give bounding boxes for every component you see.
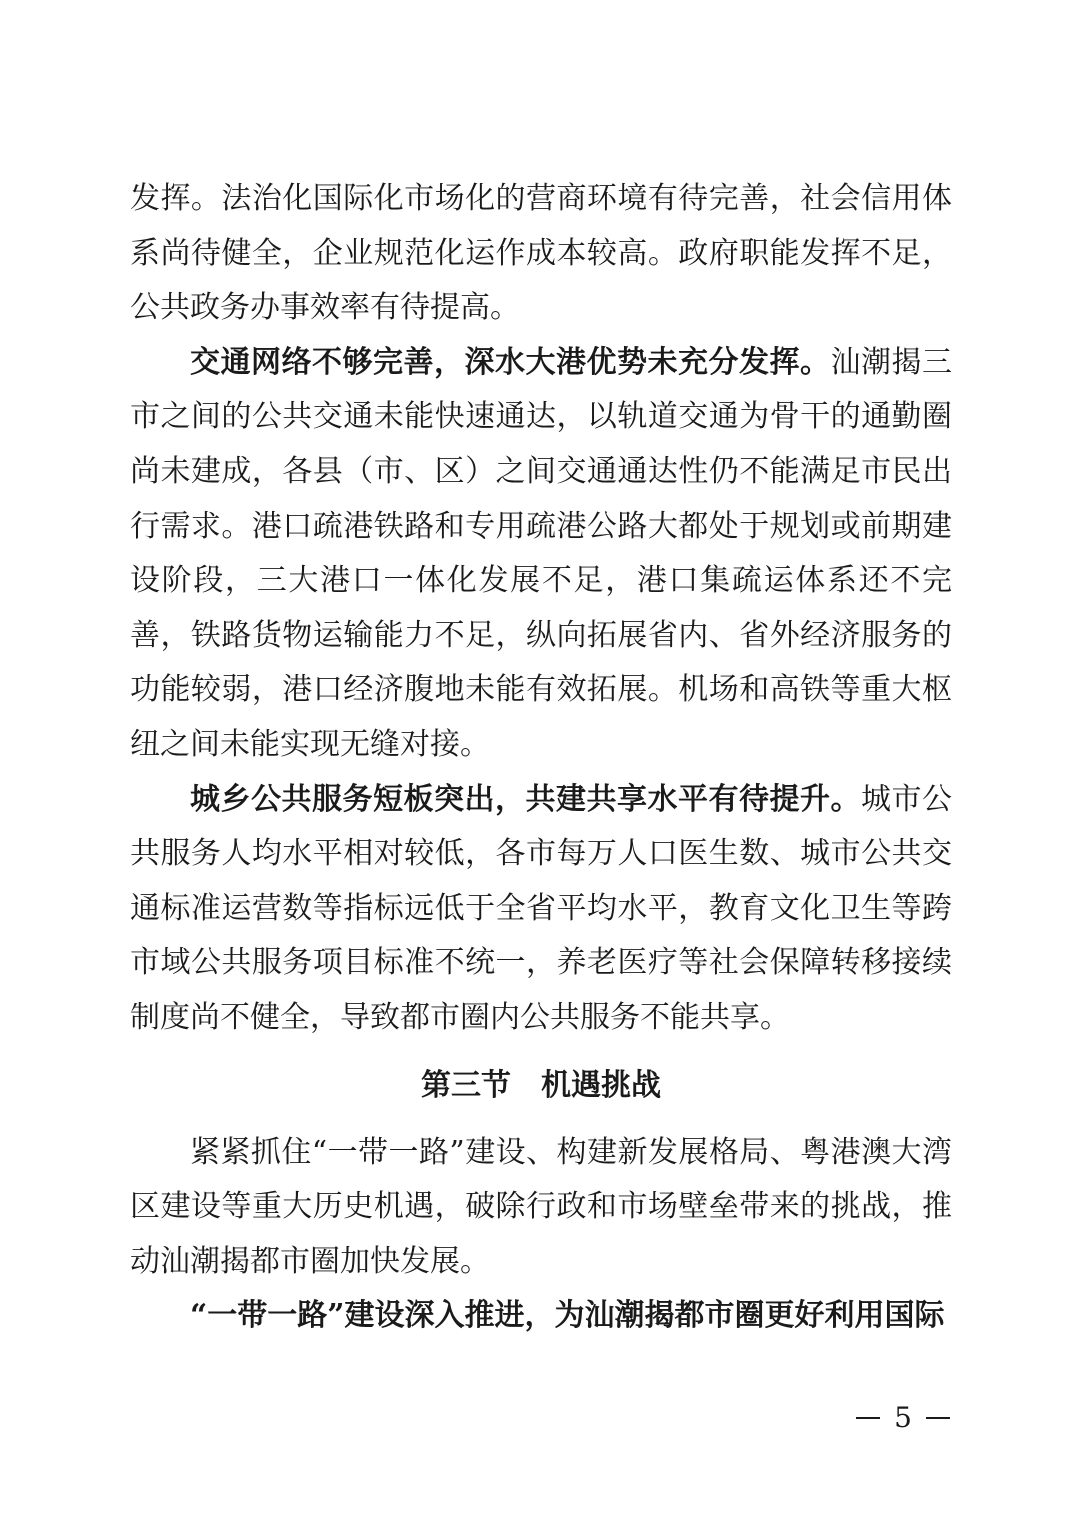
section-number: 第三节 xyxy=(421,1067,511,1103)
paragraph-text: 紧紧抓住“一带一路”建设、构建新发展格局、粤港澳大湾区建设等重大历史机遇，破除行政和市场壁垒带来的挑战，推动汕潮揭都市圈加快发展。 xyxy=(130,1134,952,1279)
paragraph-bold-lead: 城乡公共服务短板突出，共建共享水平有待提升。 xyxy=(190,781,861,817)
paragraph-continuation xyxy=(130,172,952,336)
paragraph-bold-lead: 交通网络不够完善，深水大港优势未充分发挥。 xyxy=(190,344,831,380)
section-title: 机遇挑战 xyxy=(541,1067,661,1103)
page-footer xyxy=(856,1398,950,1438)
paragraph-transport xyxy=(130,336,952,773)
paragraph-bold-lead: “一带一路”建设深入推进，为汕潮揭都市圈更好利用国际 xyxy=(190,1298,945,1334)
document-body xyxy=(130,172,952,1344)
footer-dash-right xyxy=(926,1417,950,1419)
paragraph-belt-road xyxy=(130,1289,952,1344)
paragraph-text: 城市公共服务人均水平相对较低，各市每万人口医生数、城市公共交通标准运营数等指标远低于全省平均水平，教育文化卫生等跨市域公共服务项目标准不统一，养老医疗等社会保障转移接续制度尚不健全，导致都市圈内公共服务不能共享。 xyxy=(130,781,952,1035)
paragraph-text: 发挥。法治化国际化市场化的营商环境有待完善，社会信用体系尚待健全，企业规范化运作成本较高。政府职能发挥不足，公共政务办事效率有待提高。 xyxy=(130,181,952,326)
paragraph-public-services xyxy=(130,773,952,1046)
page-number: 5 xyxy=(894,1401,912,1434)
paragraph-opportunities xyxy=(130,1126,952,1290)
footer-dash-left xyxy=(856,1417,880,1419)
section-heading xyxy=(130,1059,952,1113)
paragraph-text: 汕潮揭三市之间的公共交通未能快速通达，以轨道交通为骨干的通勤圈尚未建成，各县（市、区）之间交通通达性仍不能满足市民出行需求。港口疏港铁路和专用疏港公路大都处于规划或前期建设阶段，三大港口一体化发展不足，港口集疏运体系还不完善，铁路货物运输能力不足，纵向拓展省内、省外经济服务的功能较弱，港口经济腹地未能有效拓展。机场和高铁等重大枢纽之间未能实现无缝对接。 xyxy=(130,344,952,762)
